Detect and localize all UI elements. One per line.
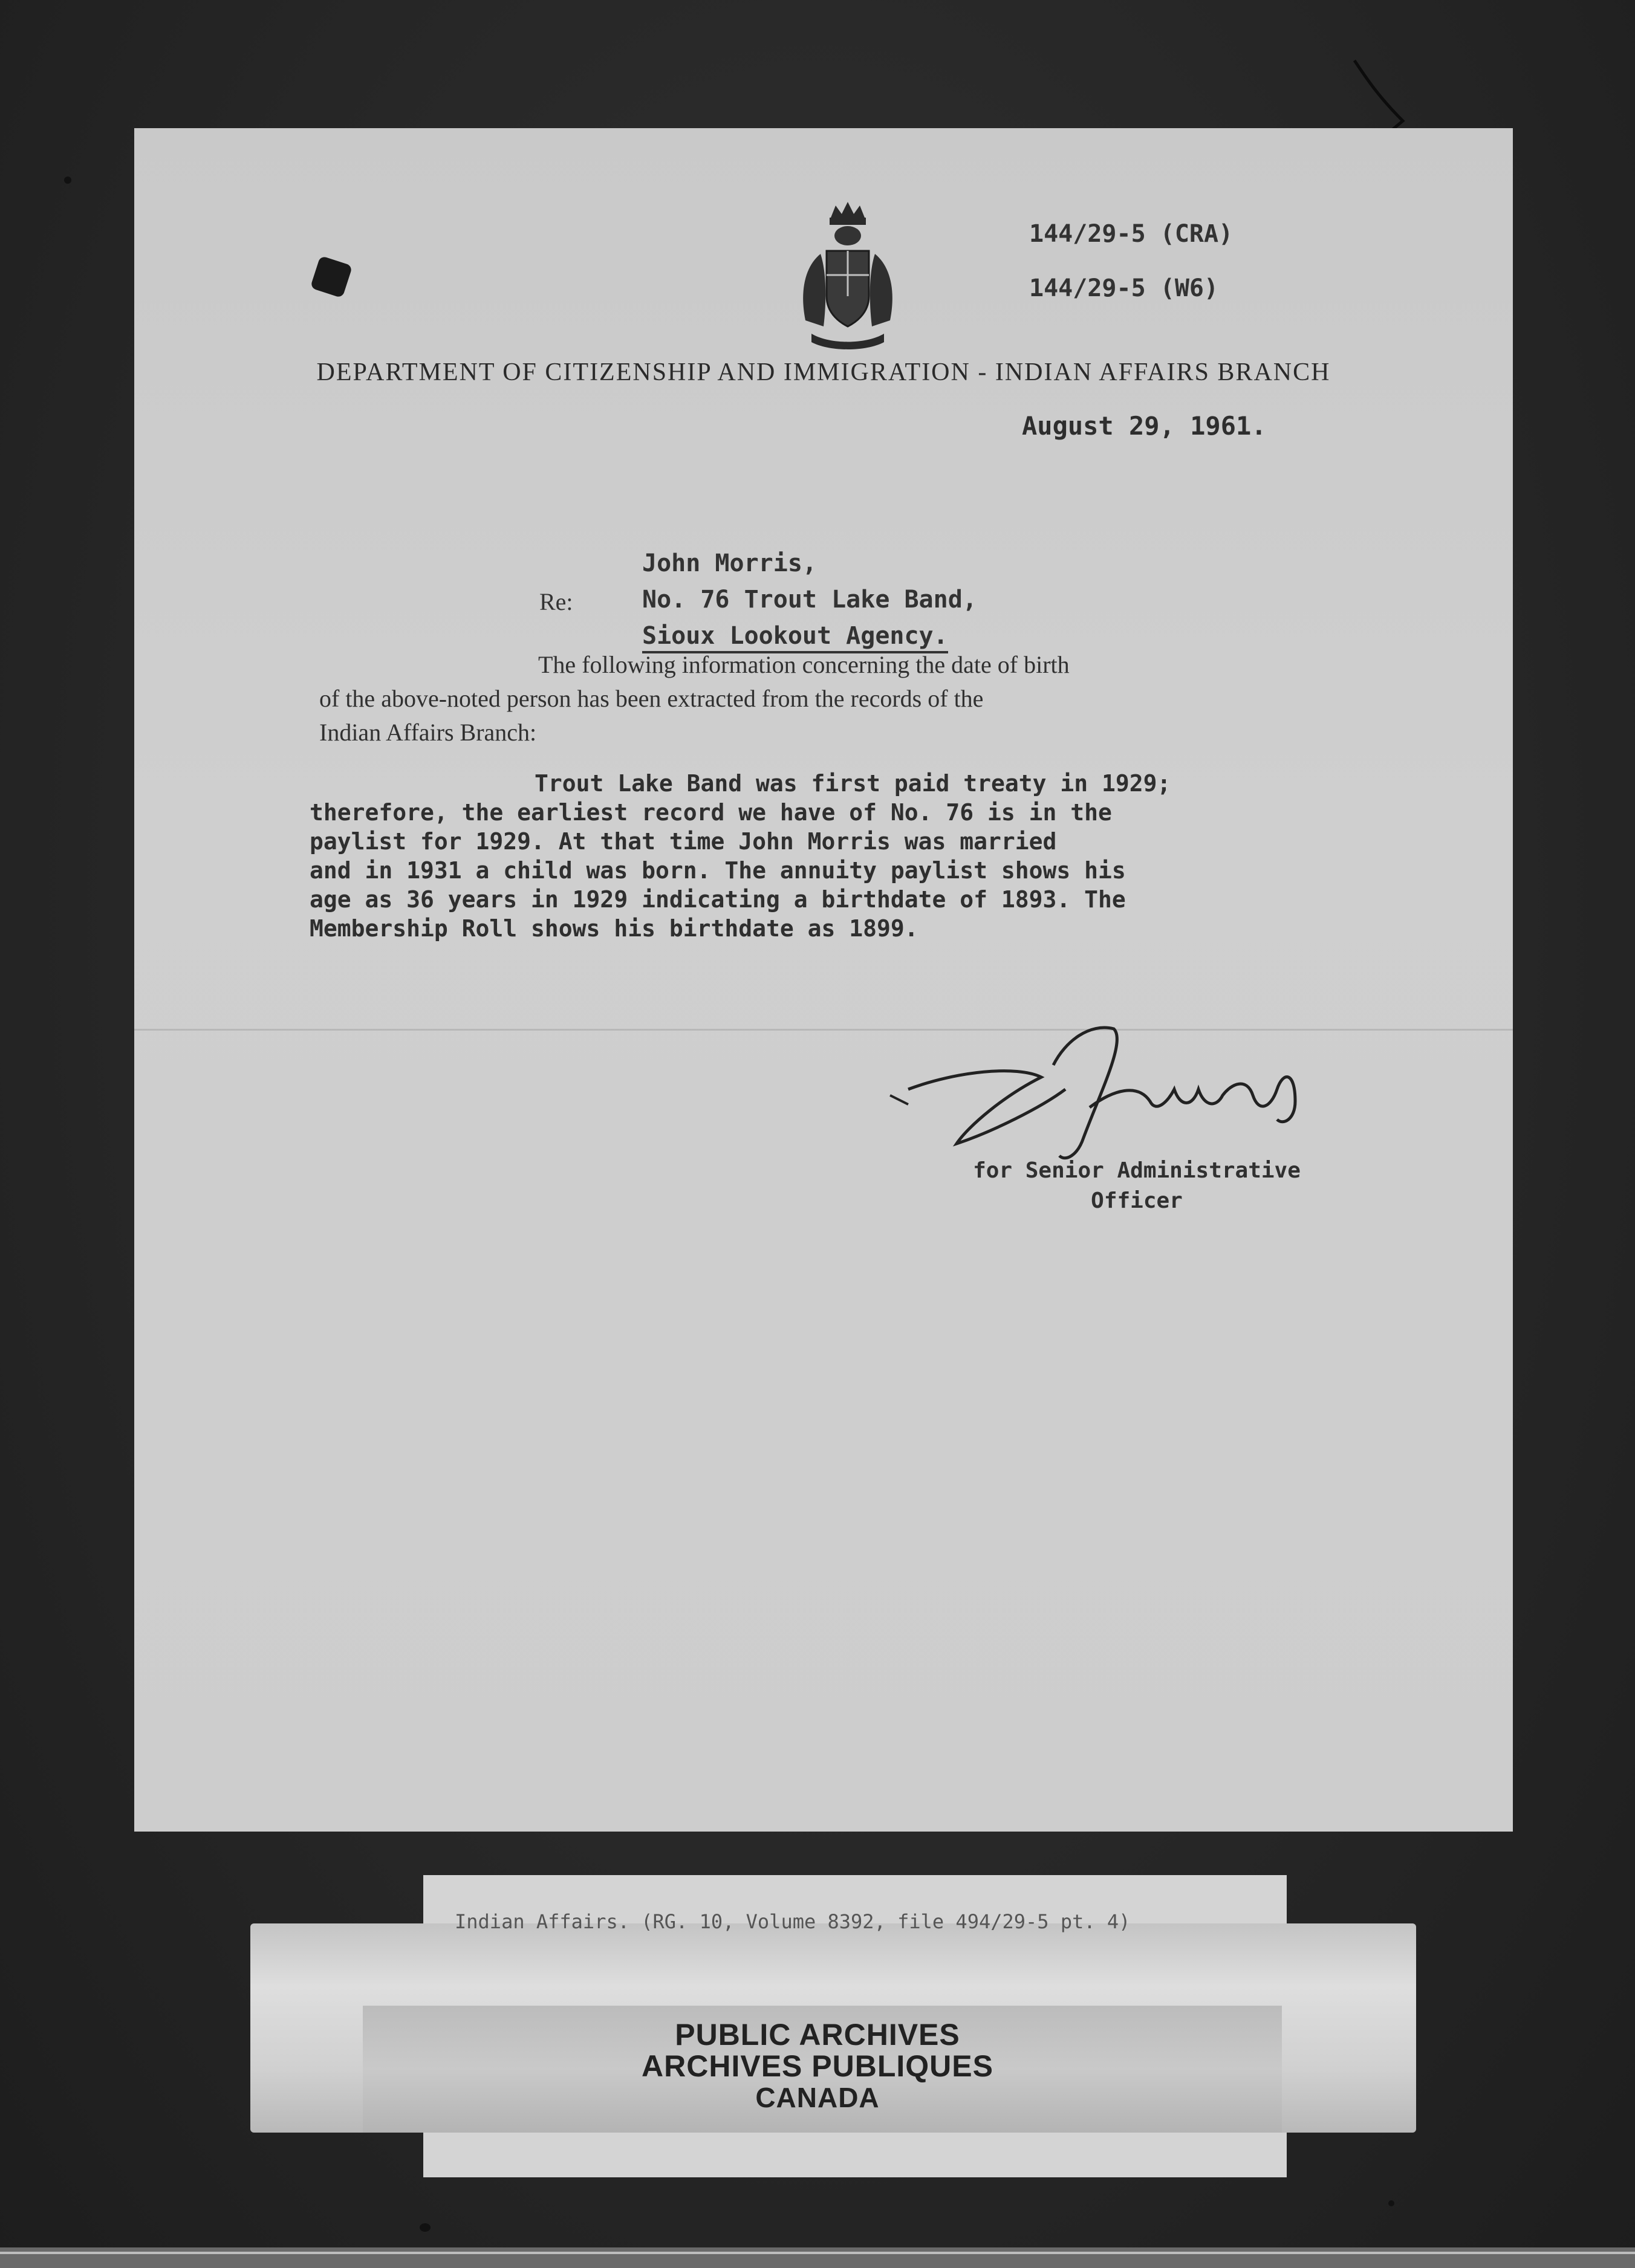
signatory-title-line: Officer xyxy=(1091,1188,1183,1213)
subject-block xyxy=(642,545,977,654)
signatory-title xyxy=(901,1156,1373,1216)
archive-stamp xyxy=(0,2019,1635,2113)
body-line: age as 36 years in 1929 indicating a birthdate of 1893. The xyxy=(310,886,1126,913)
intro-line: The following information concerning the date of birth xyxy=(538,651,1070,678)
intro-paragraph xyxy=(319,648,1383,750)
body-paragraph xyxy=(310,769,1392,943)
body-line: therefore, the earliest record we have of No. 76 is in the xyxy=(310,799,1112,826)
body-line: Trout Lake Band was first paid treaty in 1929; xyxy=(535,770,1171,797)
body-line: and in 1931 a child was born. The annuity paylist shows his xyxy=(310,857,1126,884)
file-reference-1: 144/29-5 (CRA) xyxy=(1029,220,1234,248)
dust-speck xyxy=(420,2223,431,2232)
archive-stamp-line: ARCHIVES PUBLIQUES xyxy=(642,2049,993,2083)
subject-band: No. 76 Trout Lake Band, xyxy=(642,586,977,614)
body-line: Membership Roll shows his birthdate as 1899. xyxy=(310,915,918,942)
letter-page xyxy=(134,128,1513,1832)
intro-line: Indian Affairs Branch: xyxy=(319,719,537,746)
signatory-title-line: for Senior Administrative xyxy=(973,1158,1301,1183)
film-edge xyxy=(0,2247,1635,2268)
archive-citation: Indian Affairs. (RG. 10, Volume 8392, file 494/29-5 pt. 4) xyxy=(455,1910,1131,1933)
archive-stamp-line: CANADA xyxy=(755,2082,880,2113)
re-label: Re: xyxy=(539,588,573,615)
intro-line: of the above-noted person has been extracted from the records of the xyxy=(319,685,984,712)
dust-speck xyxy=(64,177,71,184)
letter-date: August 29, 1961. xyxy=(1022,411,1267,441)
canada-coat-of-arms-icon xyxy=(793,199,902,351)
file-reference-2: 144/29-5 (W6) xyxy=(1029,274,1219,302)
body-line: paylist for 1929. At that time John Morris was married xyxy=(310,828,1057,855)
subject-name: John Morris, xyxy=(642,549,817,577)
dust-speck xyxy=(1388,2200,1394,2206)
film-edge-line xyxy=(0,2252,1635,2254)
subject-agency: Sioux Lookout Agency. xyxy=(642,622,948,653)
ink-blot xyxy=(310,256,353,299)
file-reference-block xyxy=(1029,207,1233,316)
archive-stamp-line: PUBLIC ARCHIVES xyxy=(675,2018,960,2052)
department-letterhead: DEPARTMENT OF CITIZENSHIP AND IMMIGRATION - INDIAN AFFAIRS BRANCH xyxy=(316,358,1331,386)
